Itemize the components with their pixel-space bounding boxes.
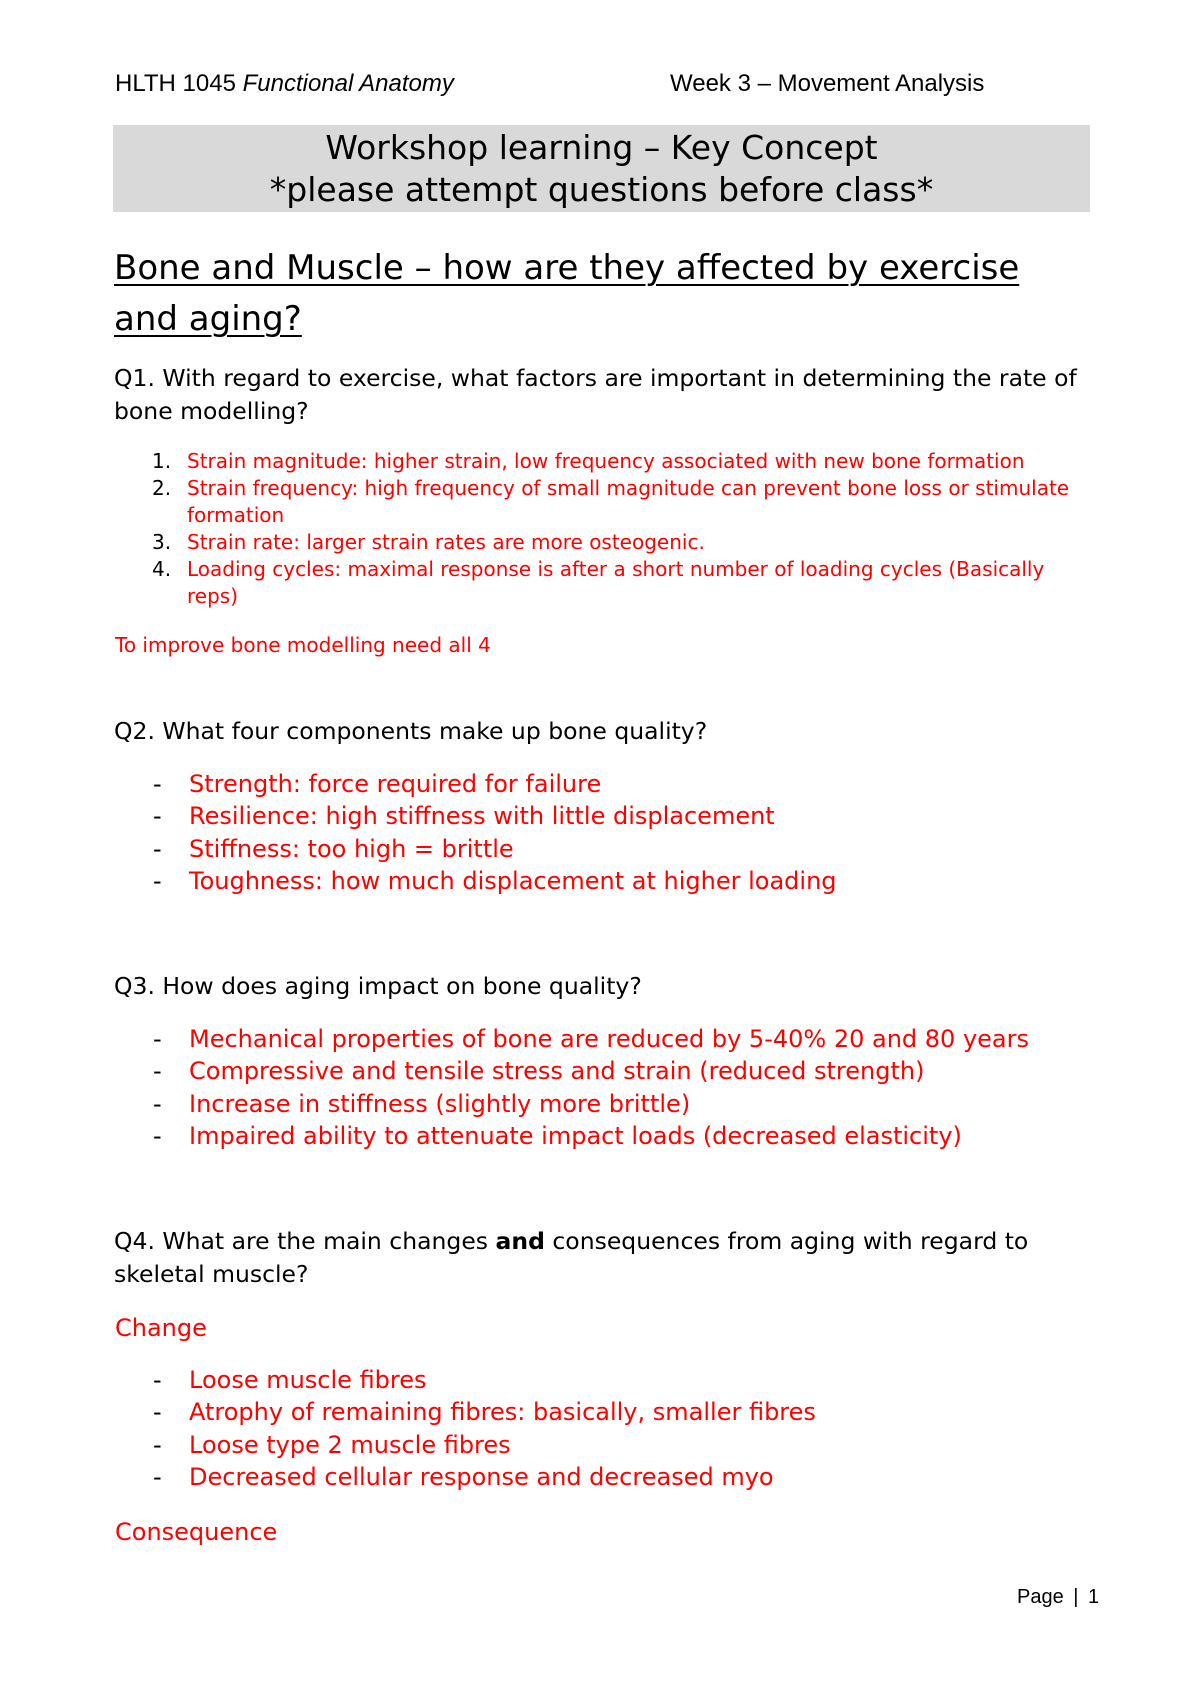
list-item	[115, 1088, 1095, 1120]
list-number: 4.	[152, 557, 172, 581]
bullet-dash: -	[153, 866, 162, 895]
page-separator: |	[1073, 1586, 1079, 1608]
question-4-start: Q4. What are the main changes	[114, 1227, 496, 1255]
q1-answer-list	[115, 448, 1095, 610]
list-item-text: Strain rate: larger strain rates are more osteogenic.	[187, 530, 705, 554]
list-number: 2.	[152, 476, 172, 500]
course-name: Functional Anatomy	[242, 70, 454, 97]
page-number: 1	[1088, 1586, 1100, 1608]
key-concept-banner	[113, 125, 1090, 212]
question-3: Q3. How does aging impact on bone quality?	[114, 972, 642, 1000]
bullet-dash: -	[153, 1057, 162, 1086]
list-item-text: Impaired ability to attenuate impact loads (decreased elasticity)	[189, 1121, 962, 1150]
question-2: Q2. What four components make up bone quality?	[114, 717, 708, 745]
list-item-text: Loose muscle fibres	[189, 1366, 427, 1394]
list-item-text: Compressive and tensile stress and strain (reduced strength)	[189, 1057, 925, 1086]
page-label: Page	[1017, 1586, 1064, 1608]
bullet-dash: -	[153, 1462, 162, 1491]
list-number: 1.	[152, 449, 172, 473]
list-item	[115, 475, 1095, 529]
list-item	[115, 1120, 1095, 1152]
course-code: HLTH 1045	[115, 70, 243, 97]
list-item-text: Atrophy of remaining fibres: basically, smaller fibres	[189, 1398, 816, 1427]
list-item-text: Strain frequency: high frequency of small magnitude can prevent bone loss or stimulate formation	[187, 476, 1070, 527]
question-1: Q1. With regard to exercise, what factors are important in determining the rate of bone modelling?	[114, 364, 1077, 425]
list-item-text: Loading cycles: maximal response is after a short number of loading cycles (Basically reps)	[187, 557, 1045, 608]
q4-change-list	[115, 1364, 1095, 1493]
q3-answer-list	[115, 1023, 1095, 1152]
page-header	[115, 69, 1021, 99]
list-number: 3.	[152, 530, 172, 554]
list-item-text: Resilience: high stiffness with little displacement	[189, 802, 775, 831]
bullet-dash: -	[153, 1025, 162, 1053]
list-item	[115, 1396, 1095, 1428]
list-item	[115, 865, 1095, 897]
header-course	[115, 69, 454, 99]
list-item	[115, 1461, 1095, 1493]
question-4-emphasis: and	[495, 1227, 545, 1255]
list-item	[115, 833, 1095, 865]
banner-subtitle: *please attempt questions before class*	[269, 170, 934, 209]
list-item	[115, 1429, 1095, 1461]
list-item	[115, 768, 1095, 800]
list-item-text: Strength: force required for failure	[189, 770, 602, 798]
bullet-dash: -	[153, 1366, 162, 1394]
list-item	[115, 529, 1095, 556]
q1-note: To improve bone modelling need all 4	[115, 633, 491, 657]
bullet-dash: -	[153, 1121, 162, 1150]
list-item	[115, 800, 1095, 832]
banner-title: Workshop learning – Key Concept	[325, 128, 878, 167]
bullet-dash: -	[153, 802, 162, 831]
page-footer	[1017, 1585, 1099, 1609]
list-item	[115, 448, 1095, 475]
list-item	[115, 556, 1095, 610]
list-item-text: Stiffness: too high = brittle	[189, 834, 514, 863]
bullet-dash: -	[153, 1398, 162, 1427]
list-item	[115, 1055, 1095, 1087]
bullet-dash: -	[153, 1089, 162, 1118]
question-4	[114, 1225, 1099, 1291]
bullet-dash: -	[153, 834, 162, 863]
list-item-text: Toughness: how much displacement at higher loading	[189, 866, 837, 895]
bullet-dash: -	[153, 1430, 162, 1459]
list-item-text: Loose type 2 muscle fibres	[189, 1430, 511, 1459]
question-4-end: consequences from aging with regard to skeletal muscle?	[114, 1227, 1029, 1288]
header-week: Week 3 – Movement Analysis	[670, 70, 985, 97]
change-label: Change	[115, 1314, 207, 1342]
list-item-text: Decreased cellular response and decreased myo	[189, 1462, 774, 1491]
list-item	[115, 1023, 1095, 1055]
list-item-text: Strain magnitude: higher strain, low frequency associated with new bone formation	[187, 449, 1025, 473]
bullet-dash: -	[153, 770, 162, 798]
consequence-label: Consequence	[115, 1518, 278, 1546]
section-heading: Bone and Muscle – how are they affected by exercise and aging?	[114, 248, 1020, 339]
list-item-text: Increase in stiffness (slightly more brittle)	[189, 1089, 691, 1118]
list-item-text: Mechanical properties of bone are reduced by 5-40% 20 and 80 years	[189, 1025, 1029, 1053]
q2-answer-list	[115, 768, 1095, 897]
list-item	[115, 1364, 1095, 1396]
